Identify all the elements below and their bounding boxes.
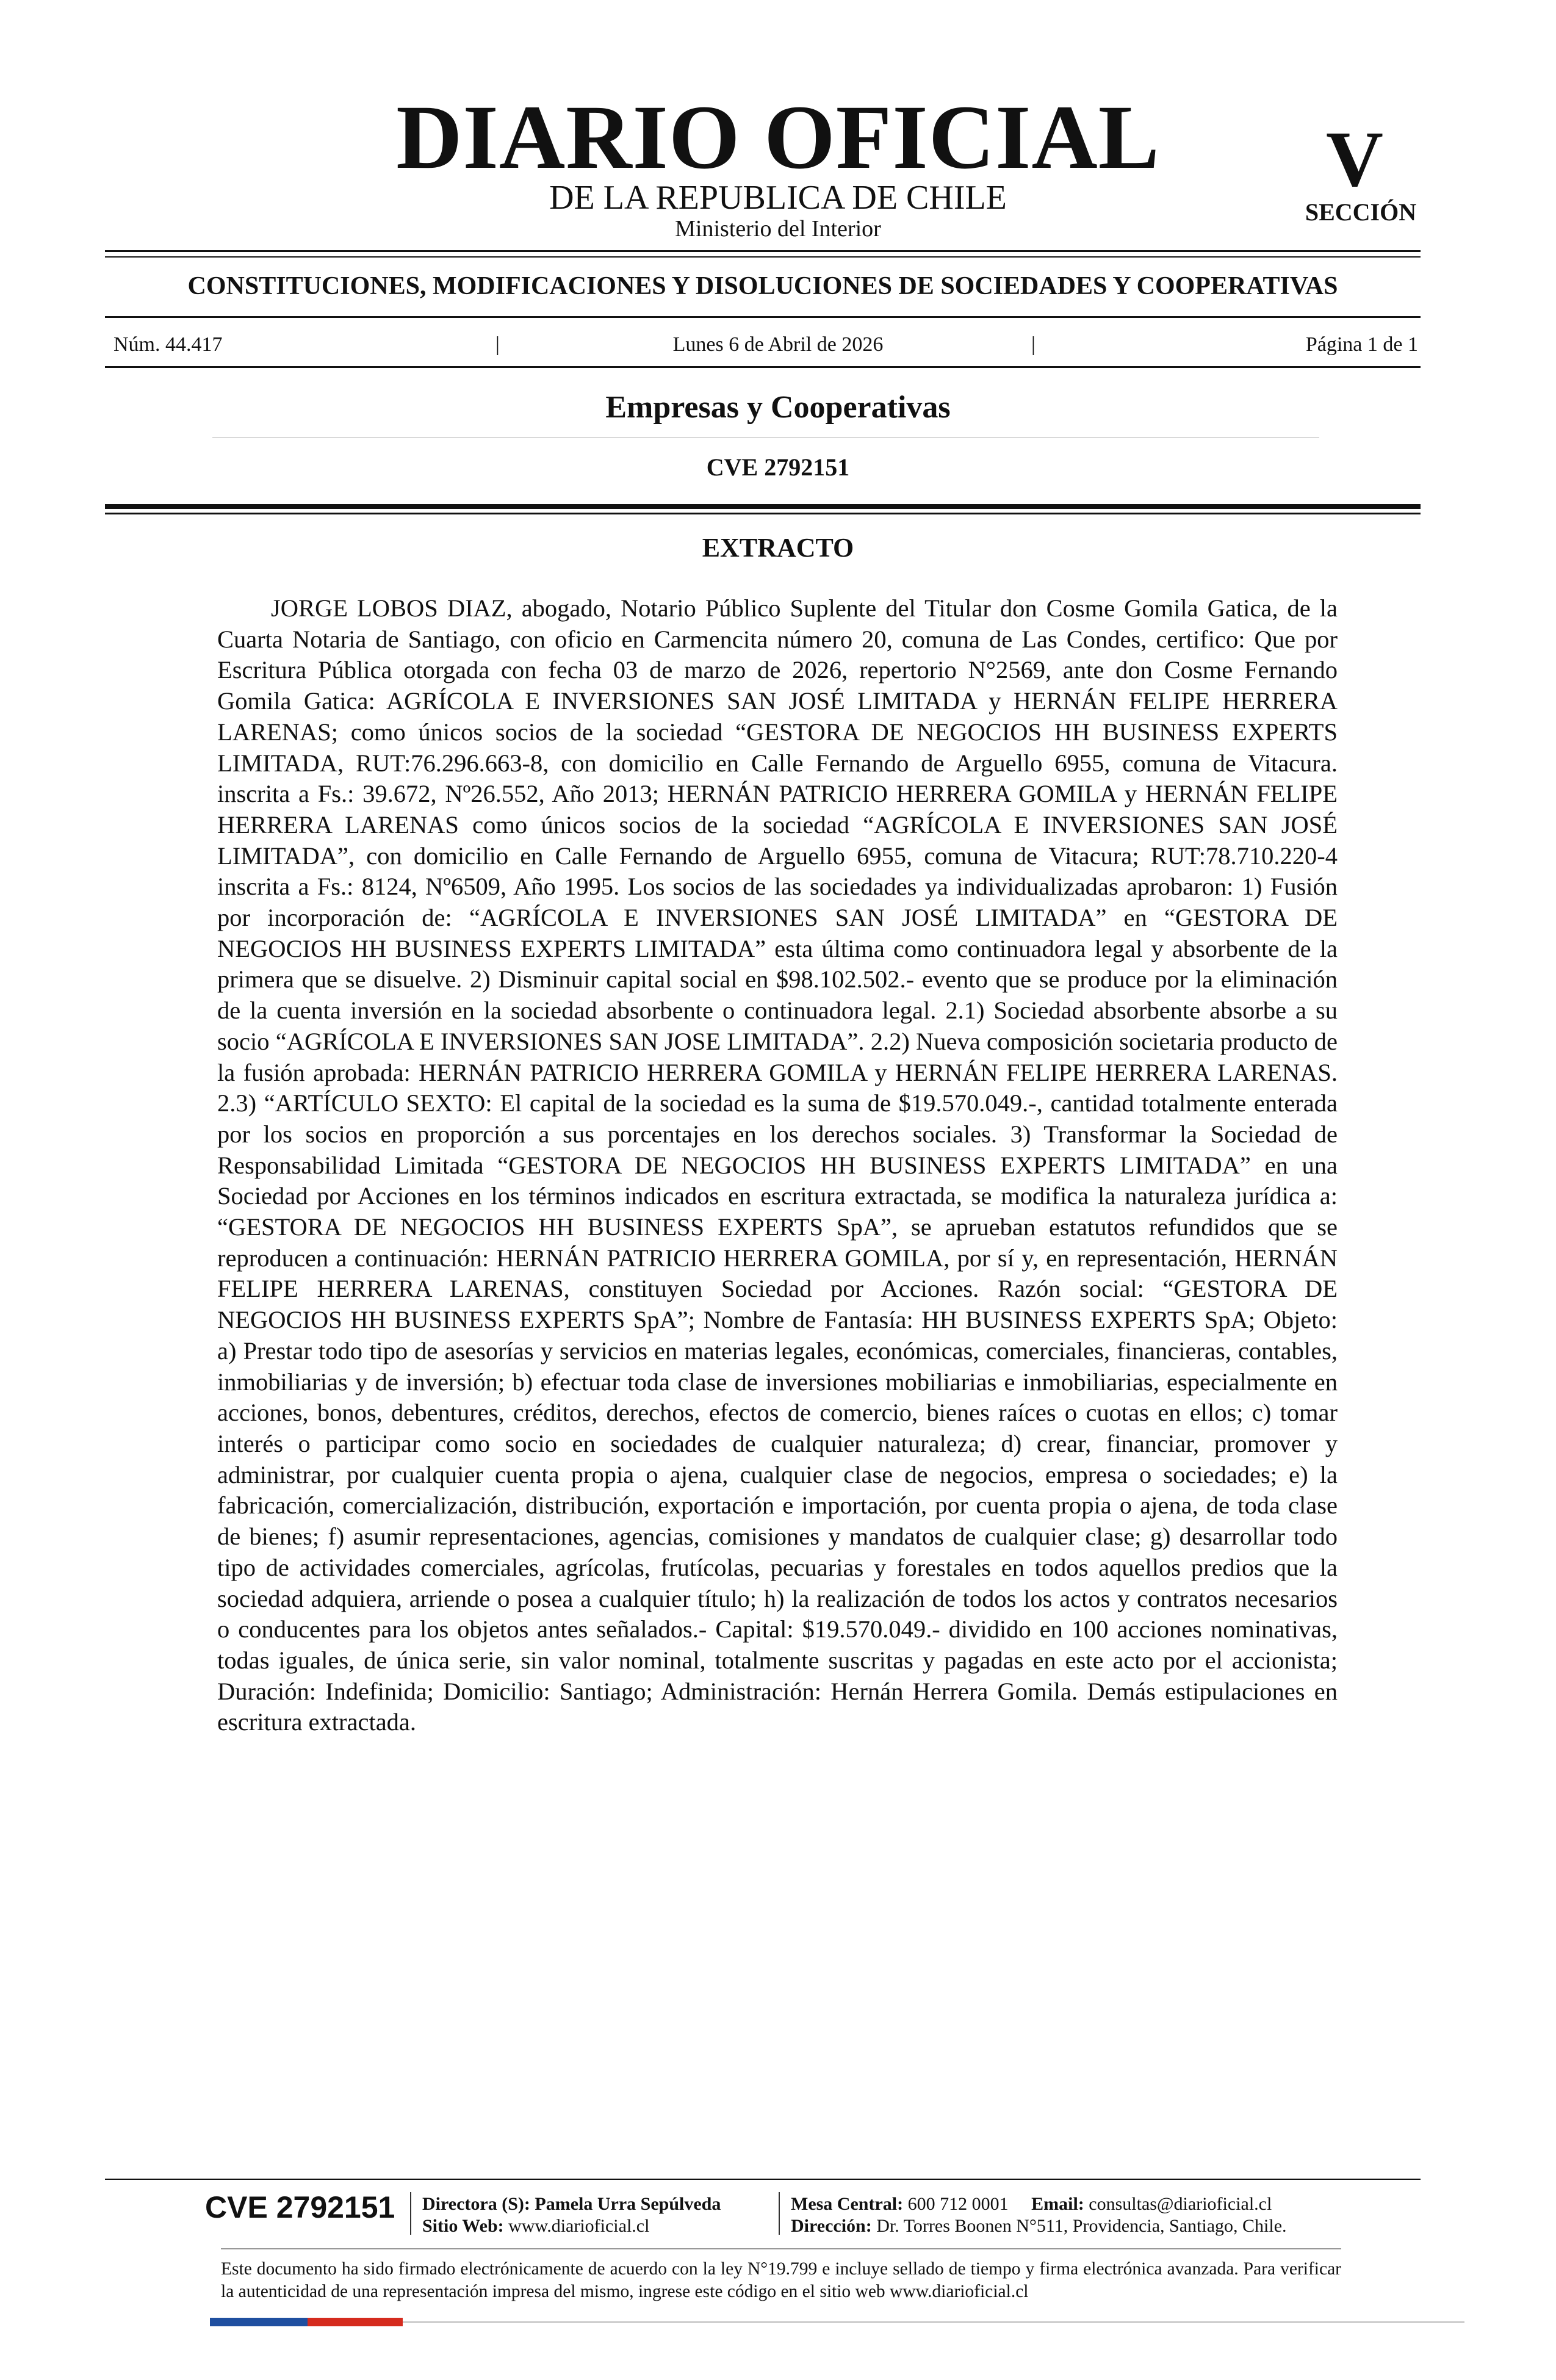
category-title: CONSTITUCIONES, MODIFICACIONES Y DISOLUCIONES DE SOCIEDADES Y COOPERATIVAS bbox=[187, 272, 1338, 300]
issue-date: Lunes 6 de Abril de 2026 bbox=[672, 333, 884, 356]
phone-label: Mesa Central: bbox=[791, 2194, 904, 2214]
masthead-subtitle: DE LA REPUBLICA DE CHILE bbox=[549, 179, 1007, 217]
cve-heading: CVE 2792151 bbox=[706, 453, 850, 481]
heading-rule-thin bbox=[105, 513, 1421, 514]
footer-divider bbox=[779, 2192, 780, 2235]
extract-heading: EXTRACTO bbox=[702, 533, 854, 563]
masthead-rule-top bbox=[105, 250, 1421, 252]
footer-rule-top bbox=[105, 2179, 1421, 2180]
info-separator: | bbox=[495, 333, 500, 356]
footer-contact-left bbox=[422, 2193, 721, 2237]
extract-body: JORGE LOBOS DIAZ, abogado, Notario Público Suplente del Titular don Cosme Gomila Gatica, de la Cuarta Notaria de Santiago, con oficio en Carmencita número 20, comuna de Las Condes, certifico: Que por Escritura Pública otorgada con fecha 03 de marzo de 2026, repertorio N°2569, ante don Cosme Fernando Gomila Gatica: AGRÍCOLA E INVERSIONES SAN JOSÉ LIMITADA y HERNÁN FELIPE HERRERA LARENAS; como únicos socios de la sociedad “GESTORA DE NEGOCIOS HH BUSINESS EXPERTS LIMITADA, RUT:76.296.663-8, con domicilio en Calle Fernando de Arguello 6955, comuna de Vitacura. inscrita a Fs.: 39.672, Nº26.552, Año 2013; HERNÁN PATRICIO HERRERA GOMILA y HERNÁN FELIPE HERRERA LARENAS como únicos socios de la sociedad “AGRÍCOLA E INVERSIONES SAN JOSÉ LIMITADA”, con domicilio en Calle Fernando de Arguello 6955, comuna de Vitacura; RUT:78.710.220-4 inscrita a Fs.: 8124, Nº6509, Año 1995. Los socios de las sociedades ya individualizadas aprobaron: 1) Fusión por incorporación de: “AGRÍCOLA E INVERSIONES SAN JOSÉ LIMITADA” en “GESTORA DE NEGOCIOS HH BUSINESS EXPERTS LIMITADA” esta última como continuadora legal y absorbente de la primera que se disuelve. 2) Disminuir capital social en $98.102.502.- evento que se produce por la eliminación de la cuenta inversión en la sociedad absorbente o continuadora legal. 2.1) Sociedad absorbente absorbe a su socio “AGRÍCOLA E INVERSIONES SAN JOSE LIMITADA”. 2.2) Nueva composición societaria producto de la fusión aprobada: HERNÁN PATRICIO HERRERA GOMILA y HERNÁN FELIPE HERRERA LARENAS. 2.3) “ARTÍCULO SEXTO: El capital de la sociedad es la suma de $19.570.049.-, cantidad totalmente enterada por los socios en proporción a sus porcentajes en los derechos sociales. 3) Transformar la Sociedad de Responsabilidad Limitada “GESTORA DE NEGOCIOS HH BUSINESS EXPERTS LIMITADA” en una Sociedad por Acciones en los términos indicados en escritura extractada, se modifica la naturaleza jurídica a: “GESTORA DE NEGOCIOS HH BUSINESS EXPERTS SpA”, se aprueban estatutos refundidos que se reproducen a continuación: HERNÁN PATRICIO HERRERA GOMILA, por sí y, en representación, HERNÁN FELIPE HERRERA LARENAS, constituyen Sociedad por Acciones. Razón social: “GESTORA DE NEGOCIOS HH BUSINESS EXPERTS SpA”; Nombre de Fantasía: HH BUSINESS EXPERTS SpA; Objeto: a) Prestar todo tipo de asesorías y servicios en materias legales, económicas, comerciales, financieras, contables, inmobiliarias y de inversión; b) efectuar toda clase de inversiones mobiliarias e inmobiliarias, especialmente en acciones, bonos, debentures, créditos, derechos, efectos de comercio, bienes raíces o cuotas en ellos; c) tomar interés o participar como socio en sociedades de cualquier naturaleza; d) crear, financiar, promover y administrar, por cualquier cuenta propia o ajena, cualquier clase de negocios, empresa o sociedades; e) la fabricación, comercialización, distribución, exportación e importación, por cuenta propia o ajena, de toda clase de bienes; f) asumir representaciones, agencias, comisiones y mandatos de cualquier clase; g) desarrollar todo tipo de actividades comerciales, agrícolas, frutícolas, pecuarias y forestales en todos aquellos predios que la sociedad adquiera, arriende o posea a cualquier título; h) la realización de todos los actos y contratos necesarios o conducentes para los objetos antes señalados.- Capital: $19.570.049.- dividido en 100 acciones nominativas, todas iguales, de única serie, sin valor nominal, totalmente suscritas y pagadas en este acto por el accionista; Duración: Indefinida; Domicilio: Santiago; Administración: Hernán Herrera Gomila. Demás estipulaciones en escritura extractada. bbox=[217, 594, 1338, 1736]
director-name: Pamela Urra Sepúlveda bbox=[535, 2194, 721, 2214]
heading-rule-thick bbox=[105, 504, 1421, 509]
masthead-ministry: Ministerio del Interior bbox=[675, 216, 881, 242]
org-heading: Empresas y Cooperativas bbox=[605, 390, 951, 425]
director-label: Directora (S): bbox=[422, 2194, 530, 2214]
info-rule bbox=[105, 366, 1421, 368]
address-value: Dr. Torres Boonen N°511, Providencia, Santiago, Chile. bbox=[876, 2216, 1287, 2236]
website-link[interactable]: www.diarioficial.cl bbox=[508, 2216, 650, 2236]
masthead-rule-bottom bbox=[105, 256, 1421, 258]
footer-bottom-rule bbox=[403, 2321, 1464, 2323]
section-letter: V bbox=[1326, 115, 1383, 203]
email-link[interactable]: consultas@diarioficial.cl bbox=[1089, 2194, 1272, 2214]
phone-value: 600 712 0001 bbox=[907, 2194, 1009, 2214]
masthead-title: DIARIO OFICIAL bbox=[396, 87, 1160, 188]
info-separator: | bbox=[1031, 333, 1036, 356]
address-label: Dirección: bbox=[791, 2216, 872, 2236]
footer-divider bbox=[410, 2192, 411, 2235]
section-label: SECCIÓN bbox=[1305, 198, 1417, 226]
org-heading-rule bbox=[212, 437, 1319, 438]
website-label: Sitio Web: bbox=[422, 2216, 504, 2236]
footer-rule-note bbox=[221, 2248, 1341, 2249]
category-rule bbox=[105, 316, 1421, 318]
page-number: Página 1 de 1 bbox=[1305, 333, 1418, 356]
footer-verification-note: Este documento ha sido firmado electrónicamente de acuerdo con la ley N°19.799 e incluye sellado de tiempo y firma electrónica avanzada. Para verificar la autenticidad de una representación impresa del mismo, ingrese este código en el sitio web www.diarioficial.cl bbox=[221, 2259, 1341, 2301]
flag-stripe-blue bbox=[210, 2318, 308, 2326]
footer-cve: CVE 2792151 bbox=[205, 2190, 395, 2224]
footer-contact-right bbox=[791, 2193, 1287, 2237]
flag-stripe-red bbox=[308, 2318, 403, 2326]
email-label: Email: bbox=[1031, 2194, 1084, 2214]
issue-number: Núm. 44.417 bbox=[113, 333, 223, 356]
